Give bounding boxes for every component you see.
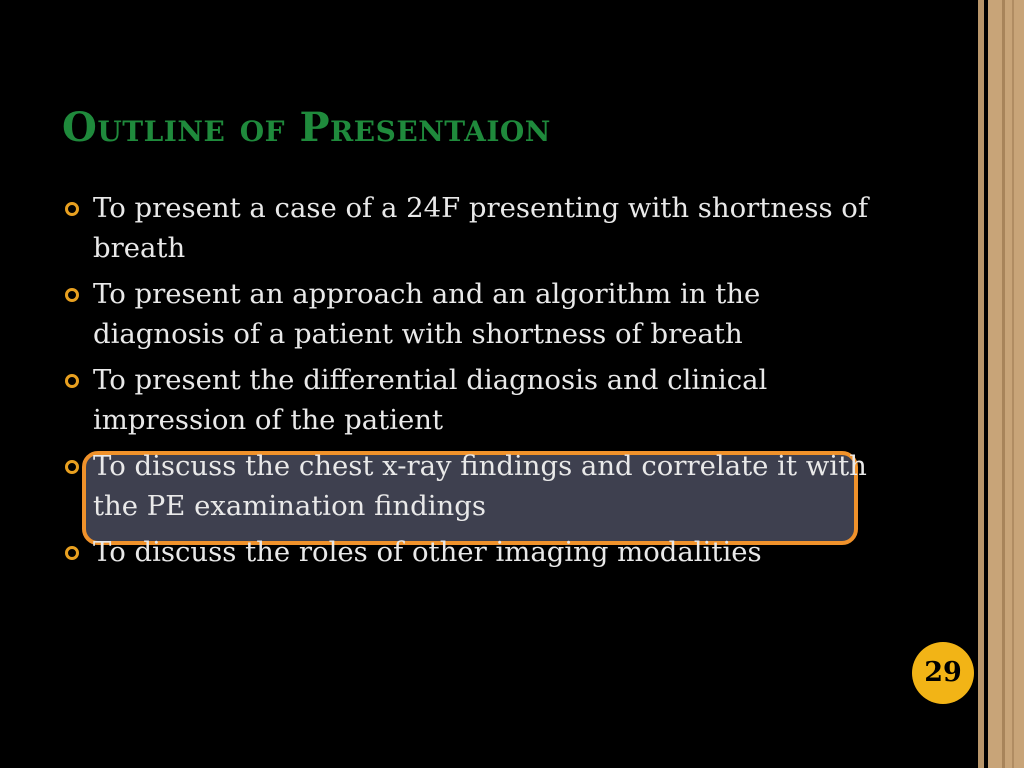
bullet-text: To present the differential diagnosis and clinical impression of the patient — [93, 364, 768, 436]
bullet-list — [62, 188, 882, 578]
edge-line — [1012, 0, 1014, 768]
ring-bullet-icon — [65, 460, 79, 474]
edge-border — [988, 0, 1024, 768]
page-number-badge: 29 — [912, 642, 974, 704]
bullet-item — [62, 532, 882, 572]
bullet-item — [62, 274, 882, 354]
ring-bullet-icon — [65, 374, 79, 388]
bullet-item-highlighted — [62, 446, 882, 526]
bullet-text: To discuss the roles of other imaging modalities — [93, 536, 762, 568]
bullet-text: To discuss the chest x-ray findings and correlate it with the PE examination findings — [93, 450, 867, 522]
bullet-item — [62, 188, 882, 268]
slide-title: Outline of Presentaion — [62, 104, 551, 151]
ring-bullet-icon — [65, 546, 79, 560]
edge-line — [1002, 0, 1005, 768]
bullet-text: To present a case of a 24F presenting with shortness of breath — [93, 192, 869, 264]
bullet-item — [62, 360, 882, 440]
bullet-text: To present an approach and an algorithm in the diagnosis of a patient with shortness of breath — [93, 278, 761, 350]
ring-bullet-icon — [65, 288, 79, 302]
ring-bullet-icon — [65, 202, 79, 216]
